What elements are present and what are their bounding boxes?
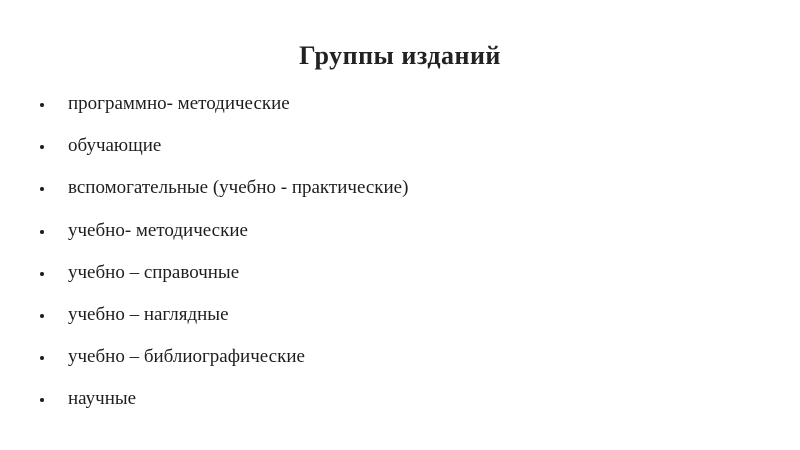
bullet-text: учебно- методические [68,219,248,241]
bullet-text: обучающие [68,135,162,157]
bullet-dot-icon [40,398,44,402]
bullet-dot-icon [40,356,44,360]
bullet-text: вспомогательные (учебно - практические) [68,177,409,199]
bullet-dot-icon [40,103,44,107]
bullet-text: учебно – библиографические [68,346,305,368]
bullet-text: программно- методические [68,93,290,114]
slide-title: Группы изданий [299,41,501,70]
bullet-dot-icon [40,272,44,276]
bullet-text: учебно – справочные [68,261,240,283]
bullet-dot-icon [40,187,44,191]
bullet-text: научные [68,388,137,410]
bullet-dot-icon [40,145,44,149]
bullet-dot-icon [40,230,44,234]
bullet-text: учебно – наглядные [68,303,229,325]
bullet-dot-icon [40,314,44,318]
